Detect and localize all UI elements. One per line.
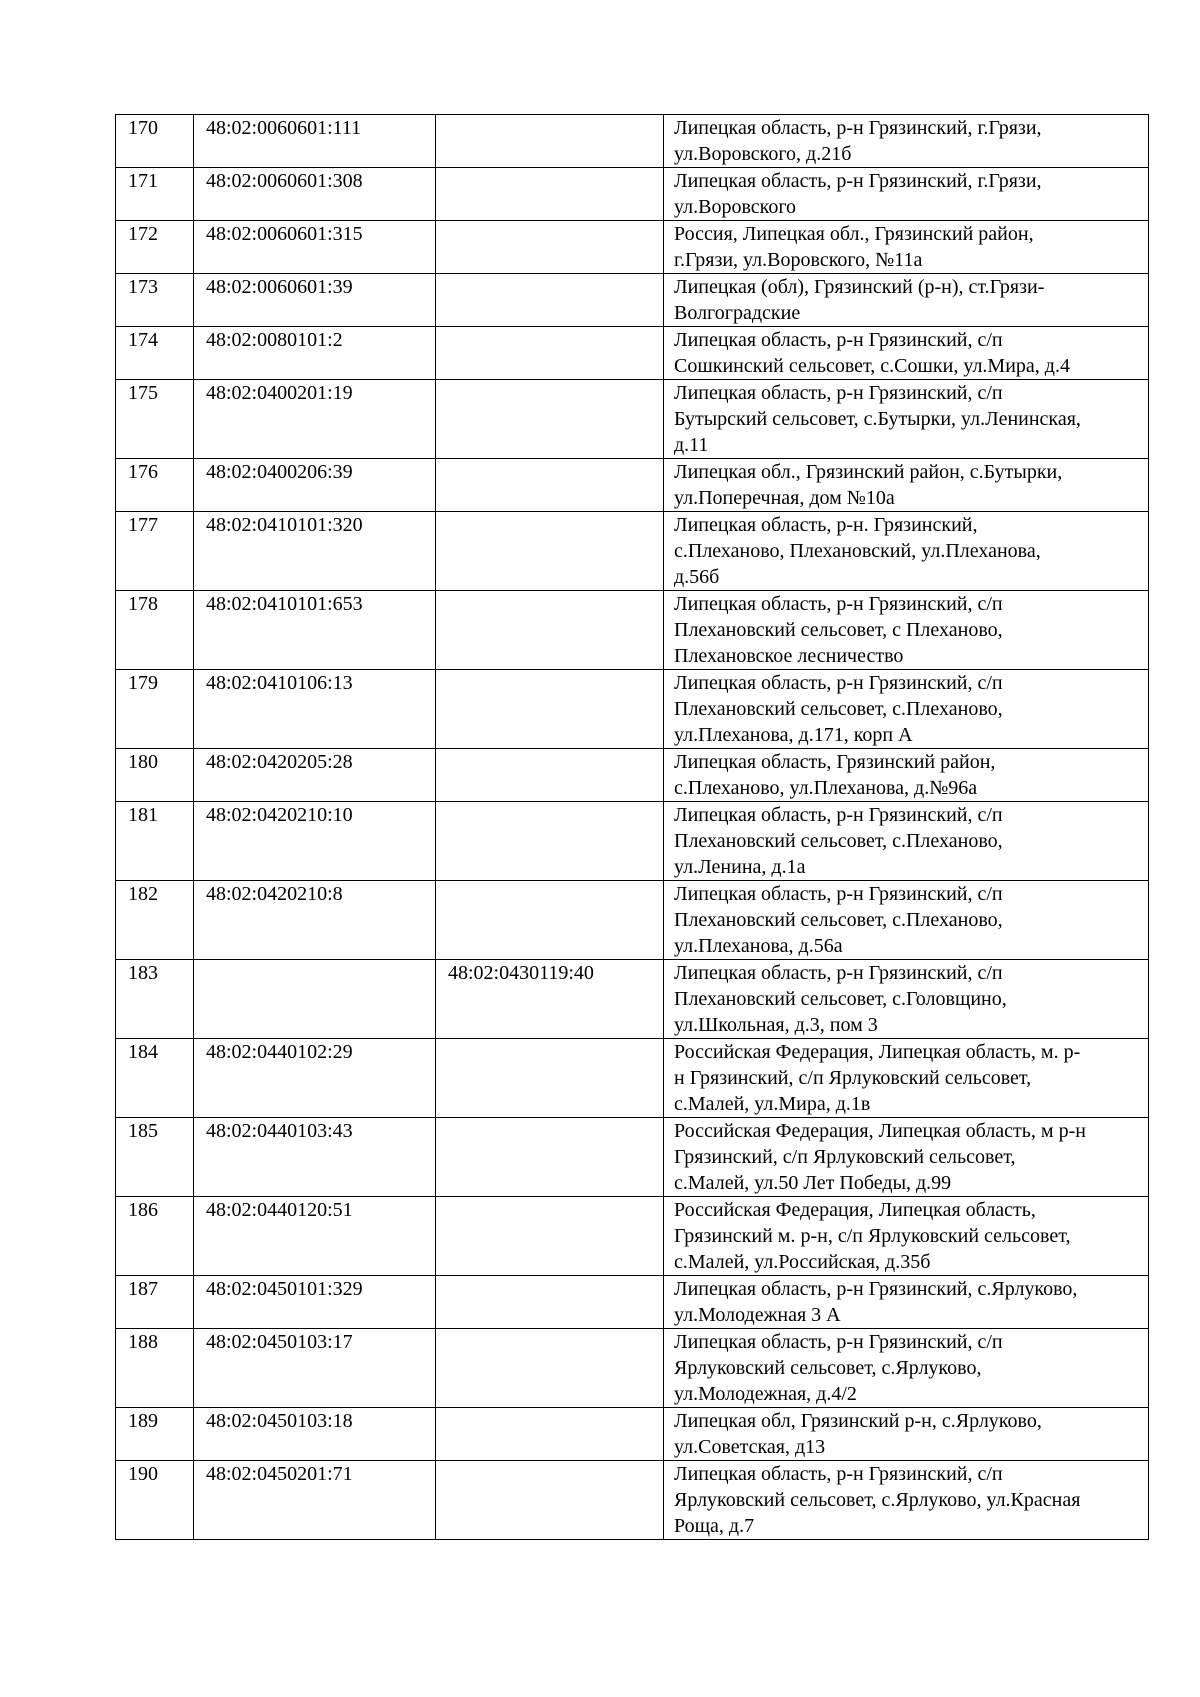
row-number-cell: 180 [116,749,194,802]
address-cell: Липецкая область, р-н Грязинский, с/п Плехановский сельсовет, с.Плеханово, ул.Плеханова, д.56а [664,881,1149,960]
table-row [116,1329,1149,1408]
address-cell: Липецкая область, р-н Грязинский, с/п Плехановский сельсовет, с Плеханово, Плехановское лесничество [664,591,1149,670]
cadastral-number-secondary-cell [436,881,664,960]
address-cell: Российская Федерация, Липецкая область, Грязинский м. р-н, с/п Ярлуковский сельсовет, с.Малей, ул.Российская, д.35б [664,1197,1149,1276]
cadastral-number-secondary-cell [436,274,664,327]
address-cell: Липецкая область, р-н Грязинский, с/п Ярлуковский сельсовет, с.Ярлуково, ул.Красная Роща, д.7 [664,1461,1149,1540]
table-row [116,274,1149,327]
address-cell: Липецкая область, р-н Грязинский, с/п Плехановский сельсовет, с.Плеханово, ул.Ленина, д.1а [664,802,1149,881]
table-row [116,115,1149,168]
table-body [116,115,1149,1540]
cadastral-number-secondary-cell [436,512,664,591]
row-number-cell: 187 [116,1276,194,1329]
cadastral-number-secondary-cell [436,327,664,380]
table-row [116,327,1149,380]
address-cell: Липецкая область, р-н Грязинский, с.Ярлуково, ул.Молодежная 3 А [664,1276,1149,1329]
cadastral-number-secondary-cell [436,1329,664,1408]
cadastral-number-cell: 48:02:0400201:19 [194,380,436,459]
cadastral-number-cell: 48:02:0440102:29 [194,1039,436,1118]
row-number-cell: 176 [116,459,194,512]
row-number-cell: 170 [116,115,194,168]
row-number-cell: 175 [116,380,194,459]
cadastral-number-secondary-cell: 48:02:0430119:40 [436,960,664,1039]
table-row [116,512,1149,591]
cadastral-number-cell: 48:02:0440103:43 [194,1118,436,1197]
cadastral-number-cell: 48:02:0410101:320 [194,512,436,591]
address-cell: Липецкая область, р-н. Грязинский, с.Плеханово, Плехановский, ул.Плеханова, д.56б [664,512,1149,591]
table-row [116,1408,1149,1461]
row-number-cell: 171 [116,168,194,221]
cadastral-number-cell: 48:02:0450101:329 [194,1276,436,1329]
cadastral-number-cell: 48:02:0060601:308 [194,168,436,221]
cadastral-number-cell: 48:02:0060601:315 [194,221,436,274]
cadastral-number-secondary-cell [436,749,664,802]
row-number-cell: 178 [116,591,194,670]
cadastral-number-secondary-cell [436,591,664,670]
address-cell: Российская Федерация, Липецкая область, м р-н Грязинский, с/п Ярлуковский сельсовет, с.Малей, ул.50 Лет Победы, д.99 [664,1118,1149,1197]
cadastral-number-cell: 48:02:0410101:653 [194,591,436,670]
address-cell: Липецкая область, Грязинский район, с.Плеханово, ул.Плеханова, д.№96а [664,749,1149,802]
row-number-cell: 172 [116,221,194,274]
table-row [116,221,1149,274]
table-row [116,1197,1149,1276]
table-row [116,802,1149,881]
row-number-cell: 174 [116,327,194,380]
table-row [116,749,1149,802]
cadastral-number-cell: 48:02:0420205:28 [194,749,436,802]
row-number-cell: 181 [116,802,194,881]
address-cell: Липецкая область, р-н Грязинский, с/п Бутырский сельсовет, с.Бутырки, ул.Ленинская, д.11 [664,380,1149,459]
address-cell: Россия, Липецкая обл., Грязинский район, г.Грязи, ул.Воровского, №11а [664,221,1149,274]
cadastral-number-cell: 48:02:0080101:2 [194,327,436,380]
cadastral-number-cell: 48:02:0420210:8 [194,881,436,960]
row-number-cell: 184 [116,1039,194,1118]
cadastral-number-secondary-cell [436,459,664,512]
row-number-cell: 182 [116,881,194,960]
cadastral-number-secondary-cell [436,1118,664,1197]
cadastral-number-cell: 48:02:0450103:18 [194,1408,436,1461]
cadastral-number-secondary-cell [436,1276,664,1329]
address-cell: Липецкая обл., Грязинский район, с.Бутырки, ул.Поперечная, дом №10а [664,459,1149,512]
cadastral-number-secondary-cell [436,168,664,221]
row-number-cell: 173 [116,274,194,327]
table-row [116,670,1149,749]
table-row [116,168,1149,221]
cadastral-number-cell: 48:02:0450201:71 [194,1461,436,1540]
cadastral-number-cell: 48:02:0410106:13 [194,670,436,749]
cadastral-number-secondary-cell [436,1408,664,1461]
property-register-table [115,114,1149,1540]
table-row [116,881,1149,960]
cadastral-number-cell: 48:02:0440120:51 [194,1197,436,1276]
row-number-cell: 177 [116,512,194,591]
table-row [116,960,1149,1039]
address-cell: Липецкая область, р-н Грязинский, г.Грязи, ул.Воровского, д.21б [664,115,1149,168]
cadastral-number-secondary-cell [436,1039,664,1118]
row-number-cell: 189 [116,1408,194,1461]
table-row [116,459,1149,512]
address-cell: Липецкая (обл), Грязинский (р-н), ст.Грязи- Волгоградские [664,274,1149,327]
table-row [116,380,1149,459]
address-cell: Липецкая обл, Грязинский р-н, с.Ярлуково, ул.Советская, д13 [664,1408,1149,1461]
cadastral-number-secondary-cell [436,1197,664,1276]
address-cell: Липецкая область, р-н Грязинский, г.Грязи, ул.Воровского [664,168,1149,221]
row-number-cell: 190 [116,1461,194,1540]
row-number-cell: 186 [116,1197,194,1276]
cadastral-number-cell: 48:02:0400206:39 [194,459,436,512]
table-row [116,1276,1149,1329]
table-row [116,1118,1149,1197]
table-row [116,591,1149,670]
table-row [116,1461,1149,1540]
table-row [116,1039,1149,1118]
address-cell: Липецкая область, р-н Грязинский, с/п Плехановский сельсовет, с.Плеханово, ул.Плеханова, д.171, корп А [664,670,1149,749]
cadastral-number-secondary-cell [436,380,664,459]
row-number-cell: 185 [116,1118,194,1197]
cadastral-number-cell [194,960,436,1039]
cadastral-number-secondary-cell [436,221,664,274]
cadastral-number-cell: 48:02:0420210:10 [194,802,436,881]
cadastral-number-secondary-cell [436,1461,664,1540]
cadastral-number-secondary-cell [436,670,664,749]
address-cell: Российская Федерация, Липецкая область, м. р- н Грязинский, с/п Ярлуковский сельсовет, с.Малей, ул.Мира, д.1в [664,1039,1149,1118]
cadastral-number-cell: 48:02:0060601:111 [194,115,436,168]
row-number-cell: 188 [116,1329,194,1408]
row-number-cell: 183 [116,960,194,1039]
row-number-cell: 179 [116,670,194,749]
address-cell: Липецкая область, р-н Грязинский, с/п Ярлуковский сельсовет, с.Ярлуково, ул.Молодежная, д.4/2 [664,1329,1149,1408]
cadastral-number-secondary-cell [436,115,664,168]
address-cell: Липецкая область, р-н Грязинский, с/п Сошкинский сельсовет, с.Сошки, ул.Мира, д.4 [664,327,1149,380]
cadastral-number-secondary-cell [436,802,664,881]
address-cell: Липецкая область, р-н Грязинский, с/п Плехановский сельсовет, с.Головщино, ул.Школьная, д.3, пом 3 [664,960,1149,1039]
cadastral-number-cell: 48:02:0450103:17 [194,1329,436,1408]
cadastral-number-cell: 48:02:0060601:39 [194,274,436,327]
